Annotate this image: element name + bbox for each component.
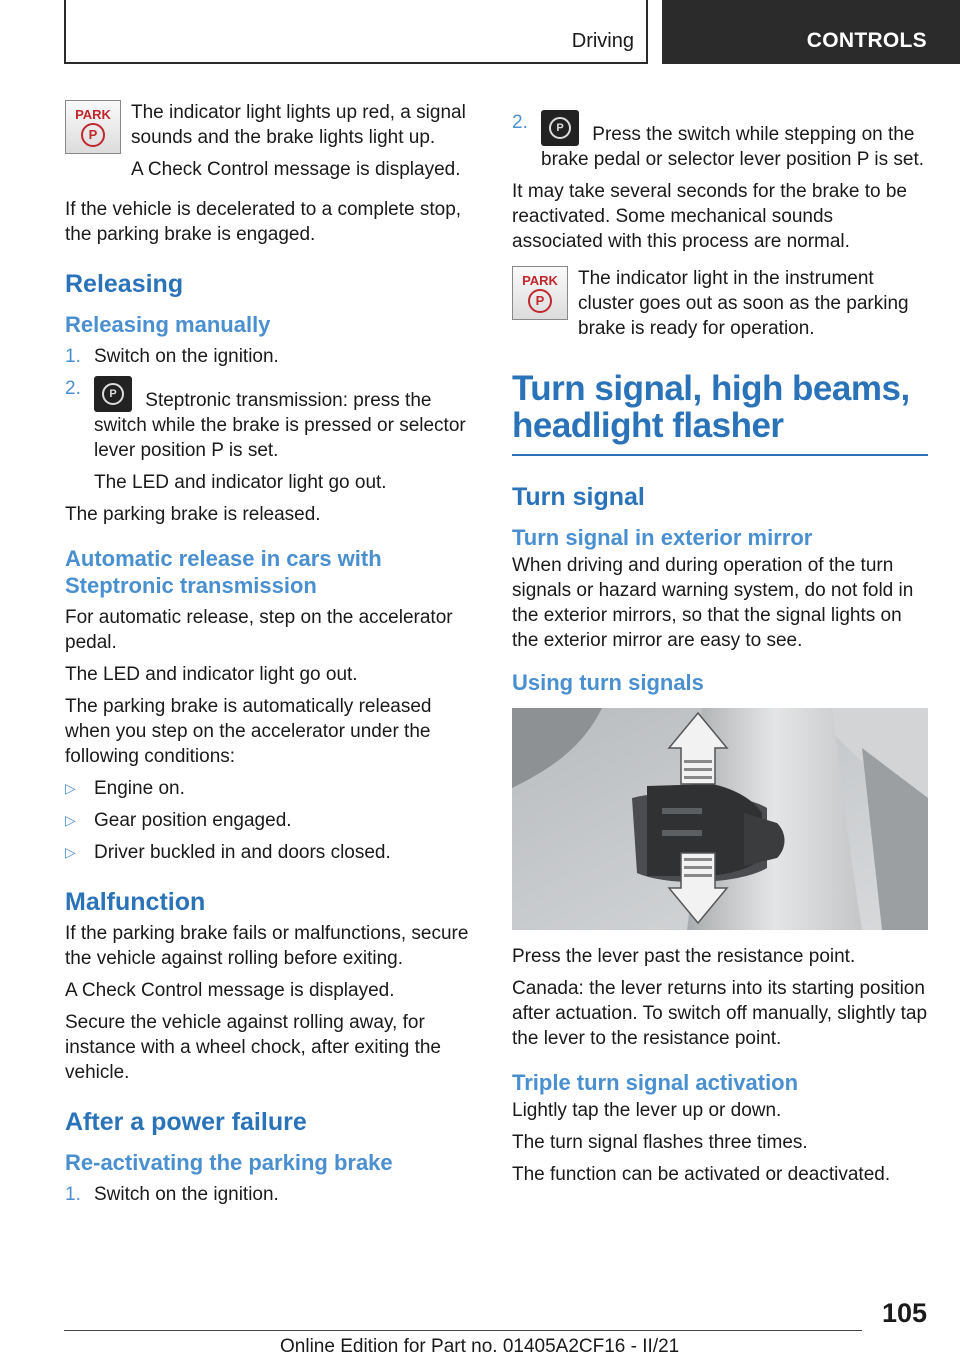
list-item: 1. Switch on the ignition. <box>65 1184 279 1205</box>
led-note: The LED and indicator light go out. <box>94 472 387 493</box>
park-brake-indicator-icon: PARK P <box>65 100 121 154</box>
malfunction-text-3: Secure the vehicle against rolling away, for instance with a wheel chock, after exiting the vehicle. <box>65 1012 441 1083</box>
list-item: 1. Switch on the ignition. <box>65 346 279 367</box>
malfunction-text-1: If the parking brake fails or malfunctions, secure the vehicle against rolling before exiting. <box>65 923 469 969</box>
indicator-out-text: The indicator light in the instrument cluster goes out as soon as the parking brake is ready for operation. <box>578 268 909 339</box>
list-item: ▷ Gear position engaged. <box>65 810 292 831</box>
using-text-1: Press the lever past the resistance point. <box>512 946 856 967</box>
list-item: 2. P Press the switch while stepping on the brake pedal or selector lever position P is set. <box>512 112 925 170</box>
list-item: ▷ Engine on. <box>65 778 185 799</box>
page-number: 105 <box>881 1298 927 1328</box>
heading-power-failure: After a power failure <box>65 1108 307 1136</box>
auto-text-3: The parking brake is automatically released when you step on the accelerator under the following conditions: <box>65 696 432 767</box>
triangle-bullet-icon: ▷ <box>65 780 76 796</box>
malfunction-text-2: A Check Control message is displayed. <box>65 980 395 1001</box>
lever-illustration <box>512 708 928 930</box>
footer-rule <box>64 1330 862 1331</box>
auto-text-2: The LED and indicator light go out. <box>65 664 358 685</box>
mirror-text: When driving and during operation of the turn signals or hazard warning system, do not fold in the exterior mirrors, so that the signal lights on the exterior mirror are easy to see. <box>512 555 914 651</box>
reactivate-text: It may take several seconds for the brake to be reactivated. Some mechanical sounds associated with this process are normal. <box>512 181 907 252</box>
header-frame <box>64 0 648 64</box>
heading-rule <box>512 454 928 456</box>
header-section: Driving <box>571 30 634 52</box>
right-column <box>512 100 928 1194</box>
left-column <box>65 100 475 1214</box>
triangle-bullet-icon: ▷ <box>65 844 76 860</box>
heading-automatic-release: Automatic release in cars with Steptronic transmission <box>65 546 382 598</box>
park-brake-indicator-icon: PARK P <box>512 266 568 320</box>
heading-turn-signal-chapter: Turn signal, high beams, headlight flasher <box>512 369 910 445</box>
heading-reactivating: Re-activating the parking brake <box>65 1150 393 1175</box>
heading-exterior-mirror: Turn signal in exterior mirror <box>512 525 813 550</box>
turn-signal-lever-image <box>512 708 928 930</box>
auto-text-1: For automatic release, step on the accelerator pedal. <box>65 607 453 653</box>
parking-brake-switch-icon: P <box>94 376 132 412</box>
check-control-text: A Check Control message is displayed. <box>131 159 461 180</box>
using-text-2: Canada: the lever returns into its starting position after actuation. To switch off manually, slightly tap the lever to the resistance point. <box>512 978 928 1049</box>
header-chapter-tab[interactable] <box>662 0 960 64</box>
triple-text-3: The function can be activated or deactivated. <box>512 1164 891 1185</box>
heading-turn-signal: Turn signal <box>512 483 645 511</box>
heading-malfunction: Malfunction <box>65 888 206 916</box>
indicator-text: The indicator light lights up red, a signal sounds and the brake lights light up. <box>131 102 466 148</box>
park-indicator-block <box>65 100 475 189</box>
heading-triple-turn-signal: Triple turn signal activation <box>512 1070 799 1095</box>
heading-releasing-manually: Releasing manually <box>65 312 271 337</box>
heading-releasing: Releasing <box>65 270 184 298</box>
park-indicator-block <box>512 266 928 348</box>
heading-using-turn-signals: Using turn signals <box>512 670 704 695</box>
parking-brake-switch-icon: P <box>541 110 579 146</box>
released-text: The parking brake is released. <box>65 504 321 525</box>
engage-text: If the vehicle is decelerated to a complete stop, the parking brake is engaged. <box>65 199 462 245</box>
header-chapter-label: CONTROLS <box>806 29 927 52</box>
triple-text-2: The turn signal flashes three times. <box>512 1132 808 1153</box>
triangle-bullet-icon: ▷ <box>65 812 76 828</box>
triple-text-1: Lightly tap the lever up or down. <box>512 1100 782 1121</box>
footer-edition: Online Edition for Part no. 01405A2CF16 - II/21 <box>280 1336 680 1357</box>
list-item: 2. P Steptronic transmission: press the switch while the brake is pressed or selector lever position P is set. <box>65 378 466 461</box>
list-item: ▷ Driver buckled in and doors closed. <box>65 842 391 863</box>
